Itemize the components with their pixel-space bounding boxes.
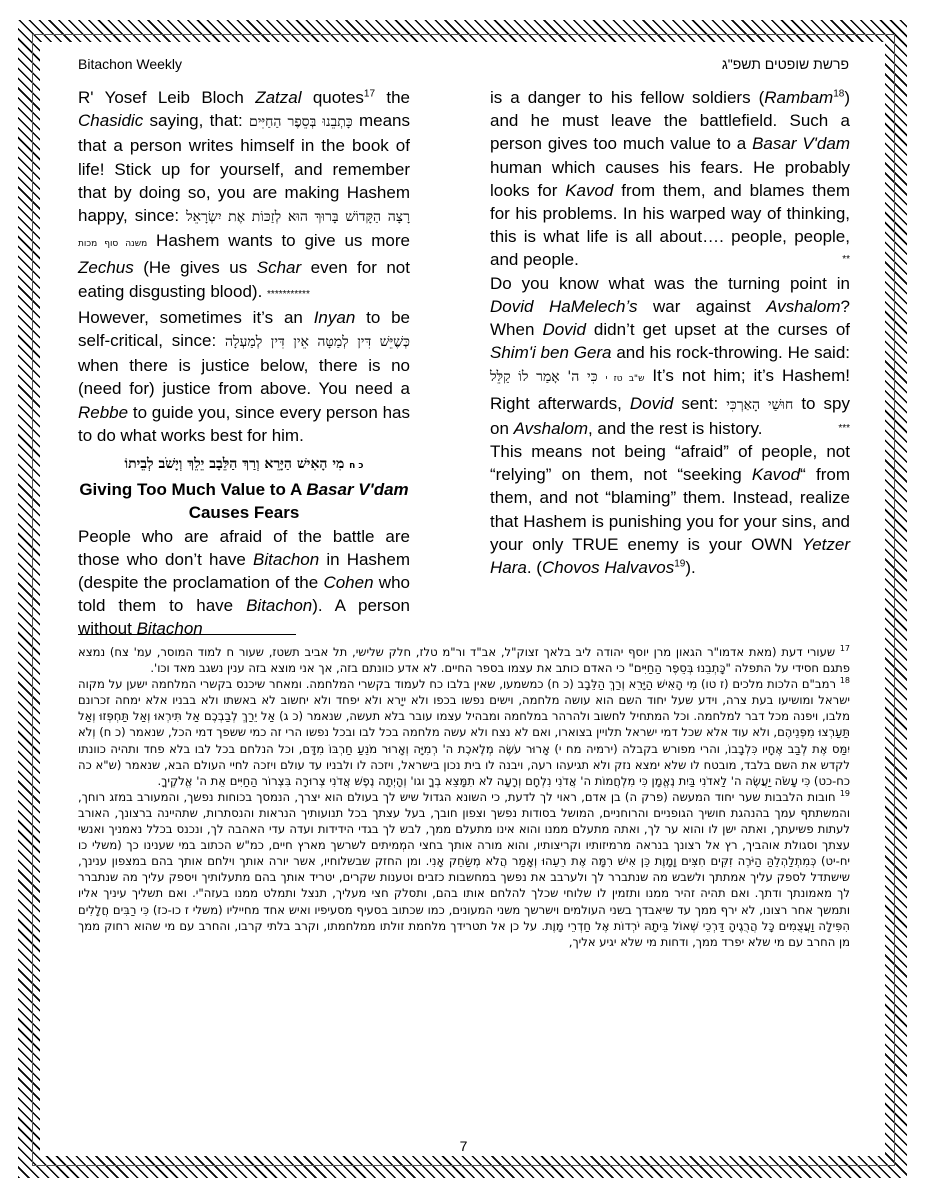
text: “ from them, and not “blaming” them. Instead, realize that Hashem is punishing you for your sins, and your only TRUE enemy is your OWN [490, 465, 850, 554]
text: However, sometimes it’s an [78, 307, 314, 327]
term: Shim'i ben Gera [490, 343, 612, 363]
separator-stars: *********** [267, 288, 310, 300]
source-ref: ש"ב טז י [605, 374, 645, 385]
term: Avshalom [766, 296, 841, 316]
heading-term: Basar V'dam [306, 480, 409, 500]
separator-stars: ** [842, 254, 850, 266]
hebrew-quote: כְּשֶׁיֵּשׁ דִּין לְמַטָּה אֵין דִּין לְמַעְלָה [224, 334, 410, 351]
newsletter-title: Bitachon Weekly [78, 56, 183, 72]
footnote [78, 644, 850, 676]
text: the [375, 88, 411, 107]
parsha-title: פרשת שופטים תשפ"ג [721, 56, 849, 72]
source-ref: כ ח [349, 461, 364, 472]
section-heading [78, 478, 410, 524]
term: Inyan [313, 307, 356, 327]
footnote [78, 789, 850, 950]
text: from them, and blames them for his problems. In his warped way of thinking, this is what life is all about…. people, people, and people. [490, 180, 850, 270]
footnote-number: 18 [839, 676, 850, 686]
term: Avshalom [513, 418, 588, 438]
text: to be self-critical, since: [78, 307, 410, 351]
term: Rambam [764, 88, 834, 107]
text: ). A person without [78, 596, 410, 639]
footnote-text: רמב"ם הלכות מלכים (ז טו) מִי הָאִישׁ הַיָּרֵא וְרַךְ הַלֵּבָב (כ ח) כמשמעו, שאין בלבו כח לעמוד בקשרי המלחמה. ומאחר שיכנס בקשרי המלחמה ישען על מקוה ישראל ומושיעו בעת צרה, וידע שעל יחוד השם הוא עושה מלחמה, וישים נפשו בכפו ולא ייָרא ולא יפחד ולא יחשוב לא באשתו ולא בבניו אלא ימחה זכרונם מלבו, ויפנה מכל דבר למלחמה. וכל המתחיל לחשוב ולהרהר במלחמה ומבהיל עצמו עובר בלא תעשה, שנאמר (כ ג) אַל יֵרַךְ לְבַבְכֶם אַל תִּירְאוּ וְאַל תַּחְפְּזוּ וְאַל תַּעַרְצוּ מִפְּנֵיהֶם, ולא עוד אלא שכל דמי ישראל תלויין בצוארו, ואם לא נצח ולא עשה מלחמה בכל לבו ובכל נפשו הרי זה כמי ששפך דמי הכל, שנאמר (כ ח) וְלֹא יִמַּס אֶת לְבַב אֶחָיו כִּלְבָבוֹ, והרי מפורש בקבלה (ירמיה מח י) אָרוּר עֹשֶׂה מְלֶאכֶת ה' רְמִיָּה וְאָרוּר מֹנֵעַ חַרְבּוֹ מִדָּם, וכל הנלחם בכל לבו בלא פחד ותהיה כוונתו לקדש את השם בלבד, מובטח לו שלא ימצא נזק ולא תגיעהו רעה, ויבנה לו בית נכון בישראל, ויזכה לו ולבניו עד עולם ויזכה לחיי העולם הבא, שנאמר (ש"א כה כח-כט) כִּי עָשֹׂה יַעֲשֶׂה ה' לַאדֹנִי בַּיִת נֶאֱמָן כִּי מִלְחֲמוֹת ה' אֲדֹנִי נִלְחָם וְרָעָה לֹא תִמָּצֵא בְךָ וגו' וְהָיְתָה נֶפֶשׁ אֲדֹנִי צְרוּרָה בִּצְרוֹר הַחַיִּים אֵת ה' אֱלֹקֶיךָ. [78, 677, 850, 788]
term: Zatzal [255, 88, 302, 107]
text: Do you know what was the turning point in [490, 273, 850, 293]
footnote-divider [78, 634, 296, 635]
text: R' Yosef Leib Bloch [78, 88, 256, 107]
term: Zechus [78, 258, 134, 278]
term: Rebbe [78, 402, 129, 422]
text: It’s not him; it’s Hashem! Right afterwards, [490, 366, 851, 413]
text: in Hashem (despite the proclamation of the [78, 549, 410, 593]
term: Bitachon [246, 596, 313, 616]
separator-stars: *** [838, 422, 850, 434]
hebrew-quote: כָּתְבֵנוּ בְּסֵפֶר הַחַיִּים [249, 114, 353, 131]
paragraph [78, 525, 410, 641]
heading-text: Causes Fears [188, 503, 300, 523]
term: Basar V'dam [752, 134, 850, 154]
text: quotes [301, 88, 364, 107]
text: This means not being “afraid” of people, not “relying” on them, not “seeking [490, 442, 850, 485]
verse-heading [78, 451, 410, 478]
text: and his rock-throwing. He said: [611, 343, 851, 363]
footnote-number: 17 [839, 644, 851, 654]
text: war against [637, 296, 767, 316]
footnote-text: חובות הלבבות שער יחוד המעשה (פרק ה) בן אדם, ראוי לך לדעת, כי השונא הגדול שיש לך בעולם הוא יצרך, הנמסך בכוחות נפשך, והמעורב במזג רוחך, והמשתתף עמך בהנהגת חושיך הגופניים והרוחניים, המושל בסודות נפשך וצפון חובך, בעל עצתך בכל תנועותיך הנראות והנסתרות, שתהיינה ברצונך, האורב לעתות פשיעתך, ואתה ישן לו והוא ער לך, ואתה מתעלם ממנו והוא אינו מתעלם ממך, לבש לך בגדי הידידות ועדה עדי האהבה לך, ונכנס בכלל נאמניך ואנשי עצתך וסגולת אוהביך, רץ אל רצונך בנראה מרמיזותיו וקריצותיו, והוא מורה אותך בחצי המְמיתים לשרשך מארץ חיים, כמ"ש הכתוב במי שענינו כך (משלי כו יח-יט) כְּמִתְלַהְלֵהַּ הַיֹּרֶה זִקִּים חִצִּים וָמָוֶת כֵּן אִישׁ רִמָּה אֶת רֵעֵהוּ וְאָמַר הֲלֹא מְשַׂחֵק אָנִי. ומן החזק שבשלוחיו, אשר יורה אותך וילחם אותך בהם במצפון ענינך, שישתדל לספק עליך אמתתך ולשבש מה שנתברר לך ולערבב את נפשך במחשבות כזבים וטענות שקרים, יטריד אותך בהם מתעלותיך ויספק עליך מה שנתברר לך מאמונתך ודתך. ואם תהיה זהיר ממנו ותזמין לו שלוחי שכלך להלחם אותו בהם, ותסלק חצי מעליך, תנצל ותמלט ממנו בעזה"י. ואם תשליך עיניך אליו ותמשך אחר רצונו, לא ירף ממך עד שיאבדך בשני העולמים וישרשך משני המעונים, כמו שכתוב בסעיף מסעיפיו ואיש אחד מחייליו (משלי ז כו-כז) כִּי רַבִּים חֲלָלִים הִפִּילָה וַעֲצֻמִים כָּל הֲרֻגֶיהָ דַּרְכֵי שְׁאוֹל בֵּיתָהּ יֹרְדוֹת אֶל חַדְרֵי מָוֶת. על כן אל תטרידך מלחמת זולתו ממלחמתו, וקרב בלתי קרבו, והחרב עם מי שהוא רחוק ממך מן החרב עם מי שלא יפרד ממך, ודחות מי שלא יגיע אליך, [78, 789, 850, 949]
paragraph [490, 440, 850, 579]
text: People who are afraid of the battle are those who don’t have [78, 526, 410, 569]
text: is a danger to his fellow soldiers ( [490, 88, 765, 107]
term: Kavod [565, 180, 614, 200]
term: Dovid [542, 320, 586, 340]
term: Chasidic [78, 111, 144, 131]
text: human which causes his fears. He probably looks for [490, 157, 850, 200]
text: who told them to have [78, 573, 410, 616]
term: Bitachon [253, 549, 320, 569]
hebrew-quote: חוּשַׁי הָאַרְכִּי [726, 396, 794, 413]
term: Chovos Halvavos [541, 558, 675, 578]
text: . ( [526, 558, 542, 578]
text: ? When [490, 296, 850, 340]
term: Bitachon [136, 619, 203, 639]
term: Cohen [323, 573, 374, 593]
text: ) and he must leave the battlefield. Such a person gives too much value to a [490, 88, 850, 154]
term: Dovid HaMelech’s [490, 296, 638, 316]
text: when there is justice below, there is no (need for) justice from above. You need a [78, 356, 410, 399]
paragraph [490, 272, 850, 440]
hebrew-quote: רָצָה הַקָּדוֹשׁ בָּרוּךְ הוּא לְזַכּוֹת אֶת יִשְׂרָאֵל [186, 209, 411, 226]
text: even for not eating disgusting blood). [78, 258, 410, 301]
heading-text: Giving Too Much Value to A [79, 480, 307, 500]
text: saying, that: [143, 111, 250, 131]
footnotes [78, 644, 850, 950]
footnote-ref: 19 [674, 558, 686, 570]
footnote-text: שעורי דעת (מאת אדמו"ר הגאון מרן יוסף יהודה ליב בלאך זצוק"ל, אב"ד ור"מ טלז, חלק שלישי, תל אביב תשטז, שעור ח למוד המוסר, עמ' צח) נמצא פתגם חסידי על התפלה "כָּתְבֵנוּ בְּסֵפֶר הַחַיִּים" כי האדם כותב את עצמו בספר החיים. לא אדע כוונתם בזה, אך אני מוצא בזה ענין נשגב מאד וכו'. [78, 645, 850, 676]
term: Schar [256, 258, 302, 278]
paragraph [490, 86, 850, 272]
text: sent: [673, 393, 727, 413]
footnote [78, 676, 850, 789]
text: Hashem wants to give us more [147, 231, 410, 251]
right-column [490, 86, 850, 579]
left-column [78, 86, 410, 641]
paragraph [78, 86, 410, 306]
text: to spy on [490, 393, 850, 438]
source-ref: משנה סוף מכות [78, 239, 148, 250]
footnote-number: 19 [839, 788, 850, 798]
hebrew-quote: כִּי ה' אָמַר לוֹ קַלֵּל [490, 369, 598, 386]
text: , and the rest is history. [587, 418, 763, 438]
text: ). [685, 558, 696, 578]
text: means that a person writes himself in the book of life! Stick up for yourself, and remember that by doing so, you are making Hashem happy, since: [78, 111, 410, 226]
hebrew-verse: מִי הָאִישׁ הַיָּרֵא וְרַךְ הַלֵּבָב יֵלֵךְ וְיָשֹׁב לְבֵיתוֹ [124, 456, 345, 473]
text: (He gives us [133, 258, 257, 278]
text: to guide you, since every person has to do what works best for him. [78, 402, 410, 445]
paragraph [78, 306, 410, 447]
footnote-ref: 17 [363, 88, 376, 100]
term: Yetzer Hara [490, 534, 850, 578]
term: Dovid [629, 393, 674, 413]
page-number: 7 [459, 1138, 468, 1154]
text: didn’t get upset at the curses of [585, 320, 850, 340]
footnote-ref: 18 [833, 88, 845, 100]
term: Kavod [751, 465, 801, 485]
